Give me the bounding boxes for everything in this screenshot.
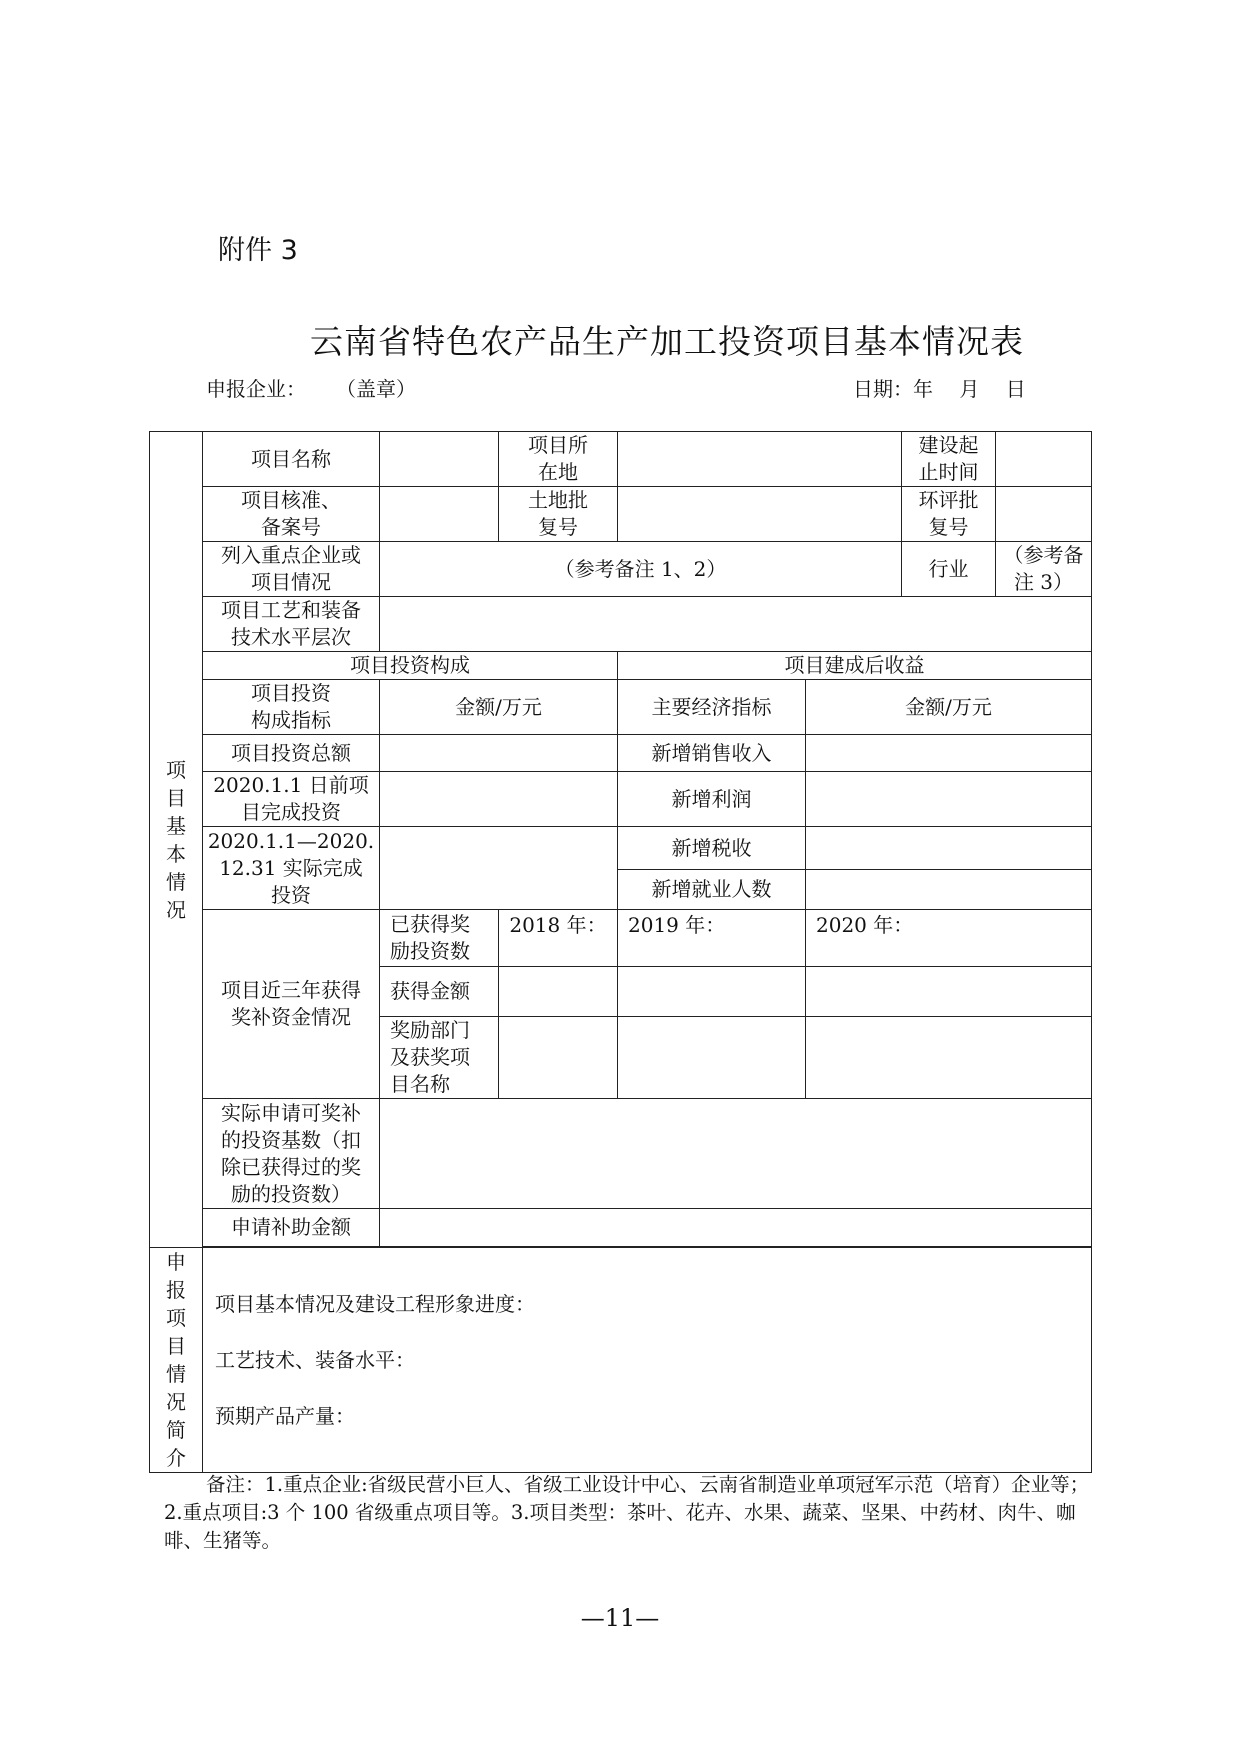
eligible-base-value[interactable] [380,1099,1092,1209]
key-listing-label: 列入重点企业或 项目情况 [203,542,380,597]
award-dept-2019-value[interactable] [618,1017,806,1099]
invested-2020-label: 2020.1.1—2020. 12.31 实际完成 投资 [203,827,380,910]
subsidy-history-label: 项目近三年获得 奖补资金情况 [203,910,380,1099]
project-info-form [149,431,1091,1470]
award-dept-2018-value[interactable] [499,1017,618,1099]
date-label: 日期：年 月 日 [853,377,1026,401]
new-profit-label: 新增利润 [618,772,806,827]
new-tax-label: 新增税收 [618,827,806,870]
project-intro-area[interactable] [203,1248,1092,1473]
intro-output-label: 预期产品产量： [215,1404,355,1428]
approval-number-value[interactable] [380,487,499,542]
award-dept-2020-value[interactable] [806,1017,1092,1099]
applicant-line [206,373,416,402]
applicant-label: 申报企业： [206,377,306,401]
remarks: 备注：1.重点企业:省级民营小巨人、省级工业设计中心、云南省制造业单项冠军示范（培育）企业等；2.重点项目:3 个 100 省级重点项目等。3.项目类型：茶叶、花卉、水果、蔬菜、坚果、中药材、肉牛、咖啡、生猪等。 [164,1473,1090,1552]
page-number: —11— [580,1604,660,1632]
amount-2020-value[interactable] [806,967,1092,1017]
industry-label: 行业 [902,542,996,597]
form-title: 云南省特色农产品生产加工投资项目基本情况表 [310,322,1024,361]
invested-2020-value[interactable] [380,827,618,910]
eligible-base-label: 实际申请可奖补 的投资基数（扣 除已获得过的奖 励的投资数） [203,1099,380,1209]
new-sales-label: 新增销售收入 [618,735,806,772]
env-approval-label: 环评批 复号 [902,487,996,542]
benefit-amount-header: 金额/万元 [806,680,1092,735]
construction-period-value[interactable] [996,432,1092,487]
main-indicator-header: 主要经济指标 [618,680,806,735]
new-tax-value[interactable] [806,827,1092,870]
year-2018-label: 2018 年： [499,910,618,967]
section-intro-label: 申 报 项 目 情 况 简 介 [150,1248,203,1473]
post-completion-benefits-header: 项目建成后收益 [618,652,1092,680]
new-profit-value[interactable] [806,772,1092,827]
award-dept-label: 奖励部门 及获奖项 目名称 [380,1017,499,1099]
construction-period-label: 建设起 止时间 [902,432,996,487]
awarded-investment-label: 已获得奖 励投资数 [380,910,499,967]
approval-number-label: 项目核准、 备案号 [203,487,380,542]
subsidy-requested-label: 申请补助金额 [203,1209,380,1247]
total-investment-label: 项目投资总额 [203,735,380,772]
subsidy-requested-value[interactable] [380,1209,1092,1247]
section-basic-info-label: 项 目 基 本 情 况 [150,432,203,1248]
investment-indicator-header: 项目投资 构成指标 [203,680,380,735]
amount-received-label: 获得金额 [380,967,499,1017]
investment-amount-header: 金额/万元 [380,680,618,735]
project-location-value[interactable] [618,432,902,487]
year-2019-label: 2019 年： [618,910,806,967]
new-employment-label: 新增就业人数 [618,870,806,910]
invested-before-2020-value[interactable] [380,772,618,827]
total-investment-value[interactable] [380,735,618,772]
invested-before-2020-label: 2020.1.1 日前项 目完成投资 [203,772,380,827]
amount-2019-value[interactable] [618,967,806,1017]
attachment-label: 附件 3 [218,235,298,266]
investment-composition-header: 项目投资构成 [203,652,618,680]
seal-label: （盖章） [346,377,416,401]
intro-tech-label: 工艺技术、装备水平： [215,1348,415,1372]
env-approval-value[interactable] [996,487,1092,542]
project-location-label: 项目所 在地 [499,432,618,487]
project-name-value[interactable] [380,432,499,487]
project-name-label: 项目名称 [203,432,380,487]
amount-2018-value[interactable] [499,967,618,1017]
land-approval-label: 土地批 复号 [499,487,618,542]
industry-value[interactable]: （参考备注 3） [996,542,1092,597]
land-approval-value[interactable] [618,487,902,542]
key-listing-value[interactable]: （参考备注 1、2） [380,542,902,597]
new-sales-value[interactable] [806,735,1092,772]
tech-level-label: 项目工艺和装备 技术水平层次 [203,597,380,652]
tech-level-value[interactable] [380,597,1092,652]
new-employment-value[interactable] [806,870,1092,910]
intro-progress-label: 项目基本情况及建设工程形象进度： [215,1292,535,1316]
year-2020-label: 2020 年： [806,910,1092,967]
